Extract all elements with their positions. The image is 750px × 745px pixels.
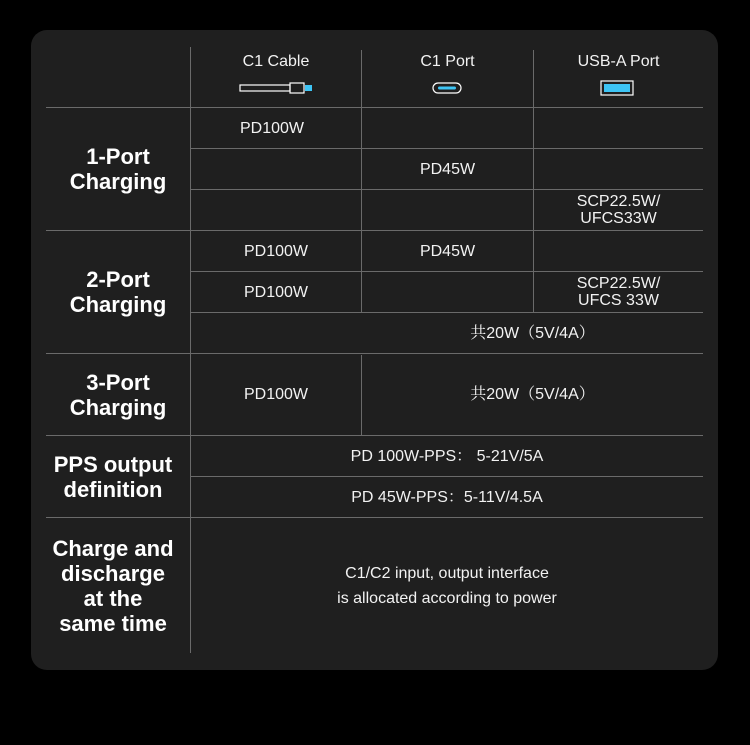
row-heading-1-port-charging: 1-Port Charging xyxy=(69,144,167,194)
usb-c-port-icon xyxy=(432,82,462,94)
cell-2port-c1-cable-b: PD100W xyxy=(243,283,309,301)
column-header-c1-port: C1 Port xyxy=(420,53,475,70)
cell-2port-usb-a: SCP22.5W/ UFCS 33W xyxy=(576,275,661,309)
cell-1port-usb-a: SCP22.5W/ UFCS33W xyxy=(576,193,661,227)
cell-3port-c1-cable: PD100W xyxy=(243,386,309,403)
column-header-usb-a-port: USB-A Port xyxy=(577,53,660,70)
row-heading-2-port-charging: 2-Port Charging xyxy=(69,267,167,317)
cell-pps-line-1: PD 100W-PPS： 5-21V/5A xyxy=(350,447,544,465)
cell-1port-c1-cable: PD100W xyxy=(240,119,305,137)
cell-1port-c1-port: PD45W xyxy=(419,160,476,178)
row-heading-pps-output: PPS output definition xyxy=(53,451,173,502)
row-heading-charge-discharge: Charge and discharge at the same time xyxy=(52,535,174,636)
cell-2port-c1-cable-a: PD100W xyxy=(243,242,309,260)
cable-icon xyxy=(239,82,313,94)
row-heading-3-port-charging: 3-Port Charging xyxy=(69,369,167,420)
cell-3port-shared: 共20W（5V/4A） xyxy=(470,386,595,403)
cell-2port-c1-port: PD45W xyxy=(419,242,476,260)
column-header-c1-cable: C1 Cable xyxy=(242,53,310,70)
cell-2port-shared: 共20W（5V/4A） xyxy=(470,324,595,342)
usb-a-port-icon xyxy=(600,80,634,96)
cell-pps-line-2: PD 45W-PPS：5-11V/4.5A xyxy=(351,488,543,506)
cell-charge-discharge-description: C1/C2 input, output interface is allocated according to power xyxy=(337,564,557,607)
